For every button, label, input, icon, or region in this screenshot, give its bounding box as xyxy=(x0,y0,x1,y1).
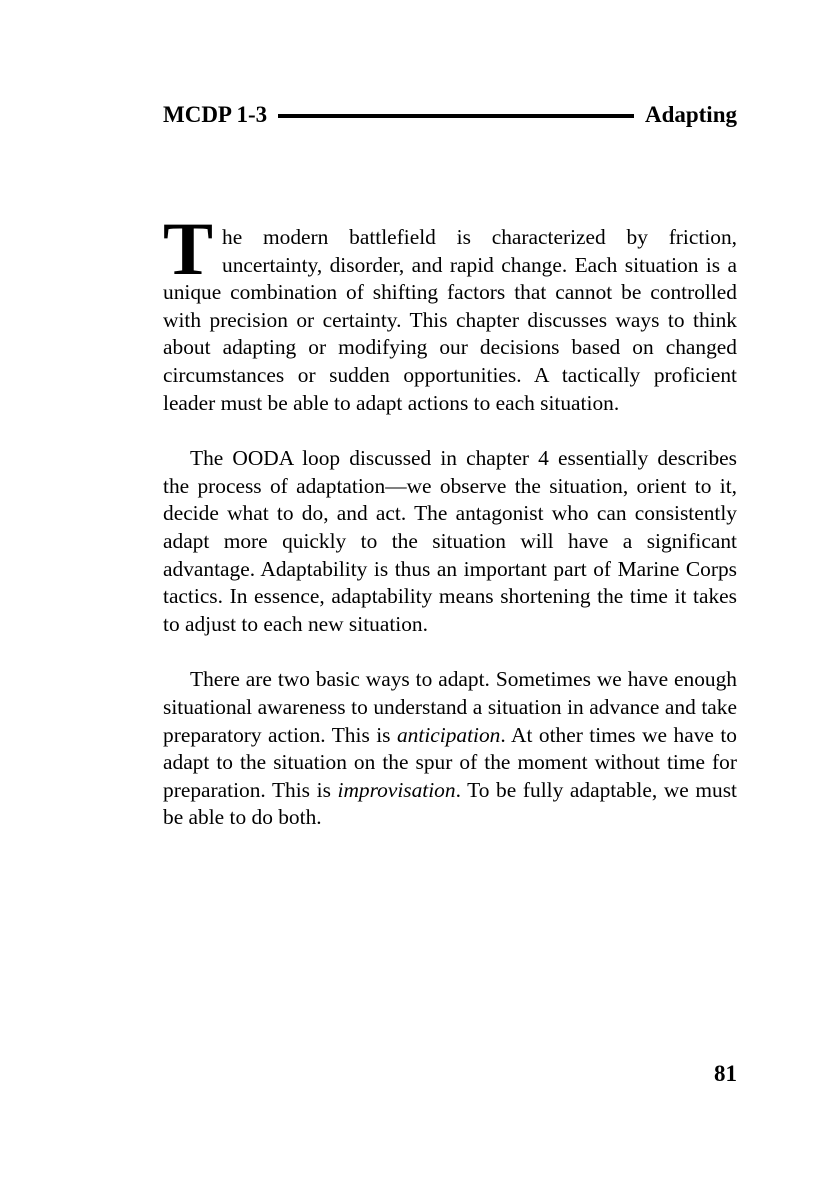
paragraph xyxy=(163,666,737,832)
text-run: . At other times we have to adapt to the situation on the spur of the moment without time for preparation. This is xyxy=(163,722,737,802)
emphasized-term: improvisation xyxy=(337,777,456,802)
header-rule xyxy=(278,114,634,118)
text-run: There are two basic ways to adapt. Sometimes we have enough situational awareness to understand a situation in advance and take preparatory action. This is xyxy=(163,667,737,747)
text-run: The OODA loop discussed in chapter 4 essentially describes the process of adaptation—we observe the situation, orient to it, decide what to do, and act. The antagonist who can consistently adapt more quickly to the situation will have a significant advantage. Adaptability is thus an important part of Marine Corps tactics. In essence, adaptability means shortening the time it takes to adjust to each new situation. xyxy=(163,446,737,636)
running-header xyxy=(163,101,737,129)
paragraph xyxy=(163,445,737,638)
drop-cap: T xyxy=(163,208,214,291)
emphasized-term: anticipation xyxy=(396,722,501,747)
publication-title: MCDP 1-3 xyxy=(163,102,268,127)
paragraph xyxy=(163,208,737,417)
text-run: . To be fully adaptable, we must be able to do both. xyxy=(163,777,737,830)
page-number: 81 xyxy=(714,1061,737,1086)
chapter-title: Adapting xyxy=(644,102,737,127)
text-run: he modern battlefield is characterized by friction, uncertainty, disorder, and rapid change. Each situation is a unique combination of shifting factors that cannot be controlled with precision or certainty. This chapter discusses ways to think about adapting or modifying our decisions based on changed circumstances or sudden opportunities. A tactically proficient leader must be able to adapt actions to each situation. xyxy=(163,225,737,415)
page-body xyxy=(163,208,737,860)
